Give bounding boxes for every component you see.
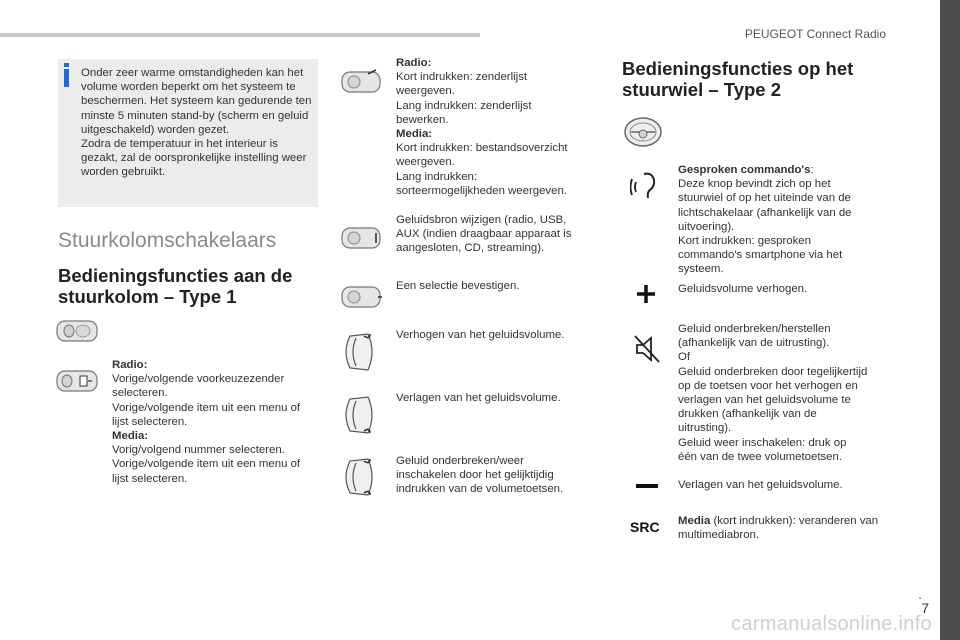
stalk-control-icon [55,318,101,344]
minus-icon [636,484,658,488]
stalk-mute-icon [340,455,380,499]
volume-up-description: Verhogen van het geluidsvolume. [396,329,565,341]
list-description [396,56,586,198]
section-title: Stuurkolomschakelaars [58,229,277,252]
voice-command-text: Deze knop bevindt zich op het stuurwiel of op het uiteinde van de lichtschakelaar (afhankelijk van de uitvoering). Kort indrukken: gesproken commando's smartphone via het systeem. [678,178,852,276]
radio-label: Radio: [396,57,432,69]
volume-down-description: Verlagen van het geluidsvolume. [396,392,561,404]
voice-command-icon [630,170,664,209]
voice-command-description [678,163,878,277]
media-text: Vorig/volgend nummer selecteren. Vorige/volgende item uit een menu of lijst selecteren. [112,444,301,485]
stalk-volume-up-icon [340,330,380,374]
confirm-description: Een selectie bevestigen. [396,280,520,292]
info-icon [64,63,69,67]
page-marker: . [918,586,922,602]
side-strip [940,0,960,640]
steering-wheel-icon [622,115,664,149]
media-text: Kort indrukken: bestandsoverzicht weergeven. Lang indrukken: sorteermogelijkheden weergeven. [396,142,568,197]
media-label: Media [678,515,711,527]
stalk-type1-description [112,358,312,486]
voice-command-colon: : [810,164,814,176]
stalk-source-icon [338,224,384,252]
info-note-text: Onder zeer warme omstandigheden kan het volume worden beperkt om het systeem te beschermen. Het systeem kan gedurende ten minste 5 minuten stand-by (scherm en geluid uitgeschakeld) worden gezet. Zodra de temperatuur in het interieur is gezakt, zal de oorspronkelijke instelling weer worden gebruikt. [81,67,312,179]
mute-description: Geluid onderbreken/herstellen (afhankelijk van de uitrusting). Of Geluid onderbreken door tegelijkertijd op de toetsen voor het verhogen en verlagen van het geluidsvolume te drukken (afhankelijk van de uitrusting). Geluid weer inschakelen: druk op één van de twee volumetoetsen. [678,323,868,463]
stalk-arrow-icon [55,368,101,394]
info-note [58,59,318,207]
volume-up-description: Geluidsvolume verhogen. [678,283,808,295]
plus-icon [635,283,657,310]
page-header: PEUGEOT Connect Radio [744,27,886,41]
radio-label: Radio: [112,359,148,371]
info-icon-bar [64,69,69,87]
voice-command-label: Gesproken commando's [678,164,811,176]
stalk-confirm-icon [338,283,384,311]
top-rule [0,33,480,37]
stalk-list-icon [338,68,384,96]
media-source-description [678,514,883,542]
source-description: Geluidsbron wijzigen (radio, USB, AUX (indien draagbaar apparaat is aangesloten, CD, streaming). [396,214,572,255]
heading-type1: Bedieningsfuncties aan de stuurkolom – Type 1 [58,265,293,307]
media-label: Media: [396,128,433,141]
media-label: Media: [112,430,149,443]
radio-text: Vorige/volgende voorkeuzezender selecteren. Vorige/volgende item uit een menu of lijst selecteren. [112,373,301,428]
page-number: 7 [921,600,929,616]
media-source-text: (kort indrukken): veranderen van multimediabron. [678,515,879,542]
heading-type2: Bedieningsfuncties op het stuurwiel – Type 2 [622,58,854,100]
mute-description: Geluid onderbreken/weer inschakelen door het gelijktijdig indrukken van de volumetoetsen. [396,455,564,496]
watermark: carmanualsonline.info [731,613,932,635]
radio-text: Kort indrukken: zenderlijst weergeven. Lang indrukken: zenderlijst bewerken. [396,71,532,126]
mute-icon [633,334,661,369]
stalk-volume-down-icon [340,393,380,437]
src-icon: SRC [630,519,660,535]
volume-down-description: Verlagen van het geluidsvolume. [678,479,843,491]
